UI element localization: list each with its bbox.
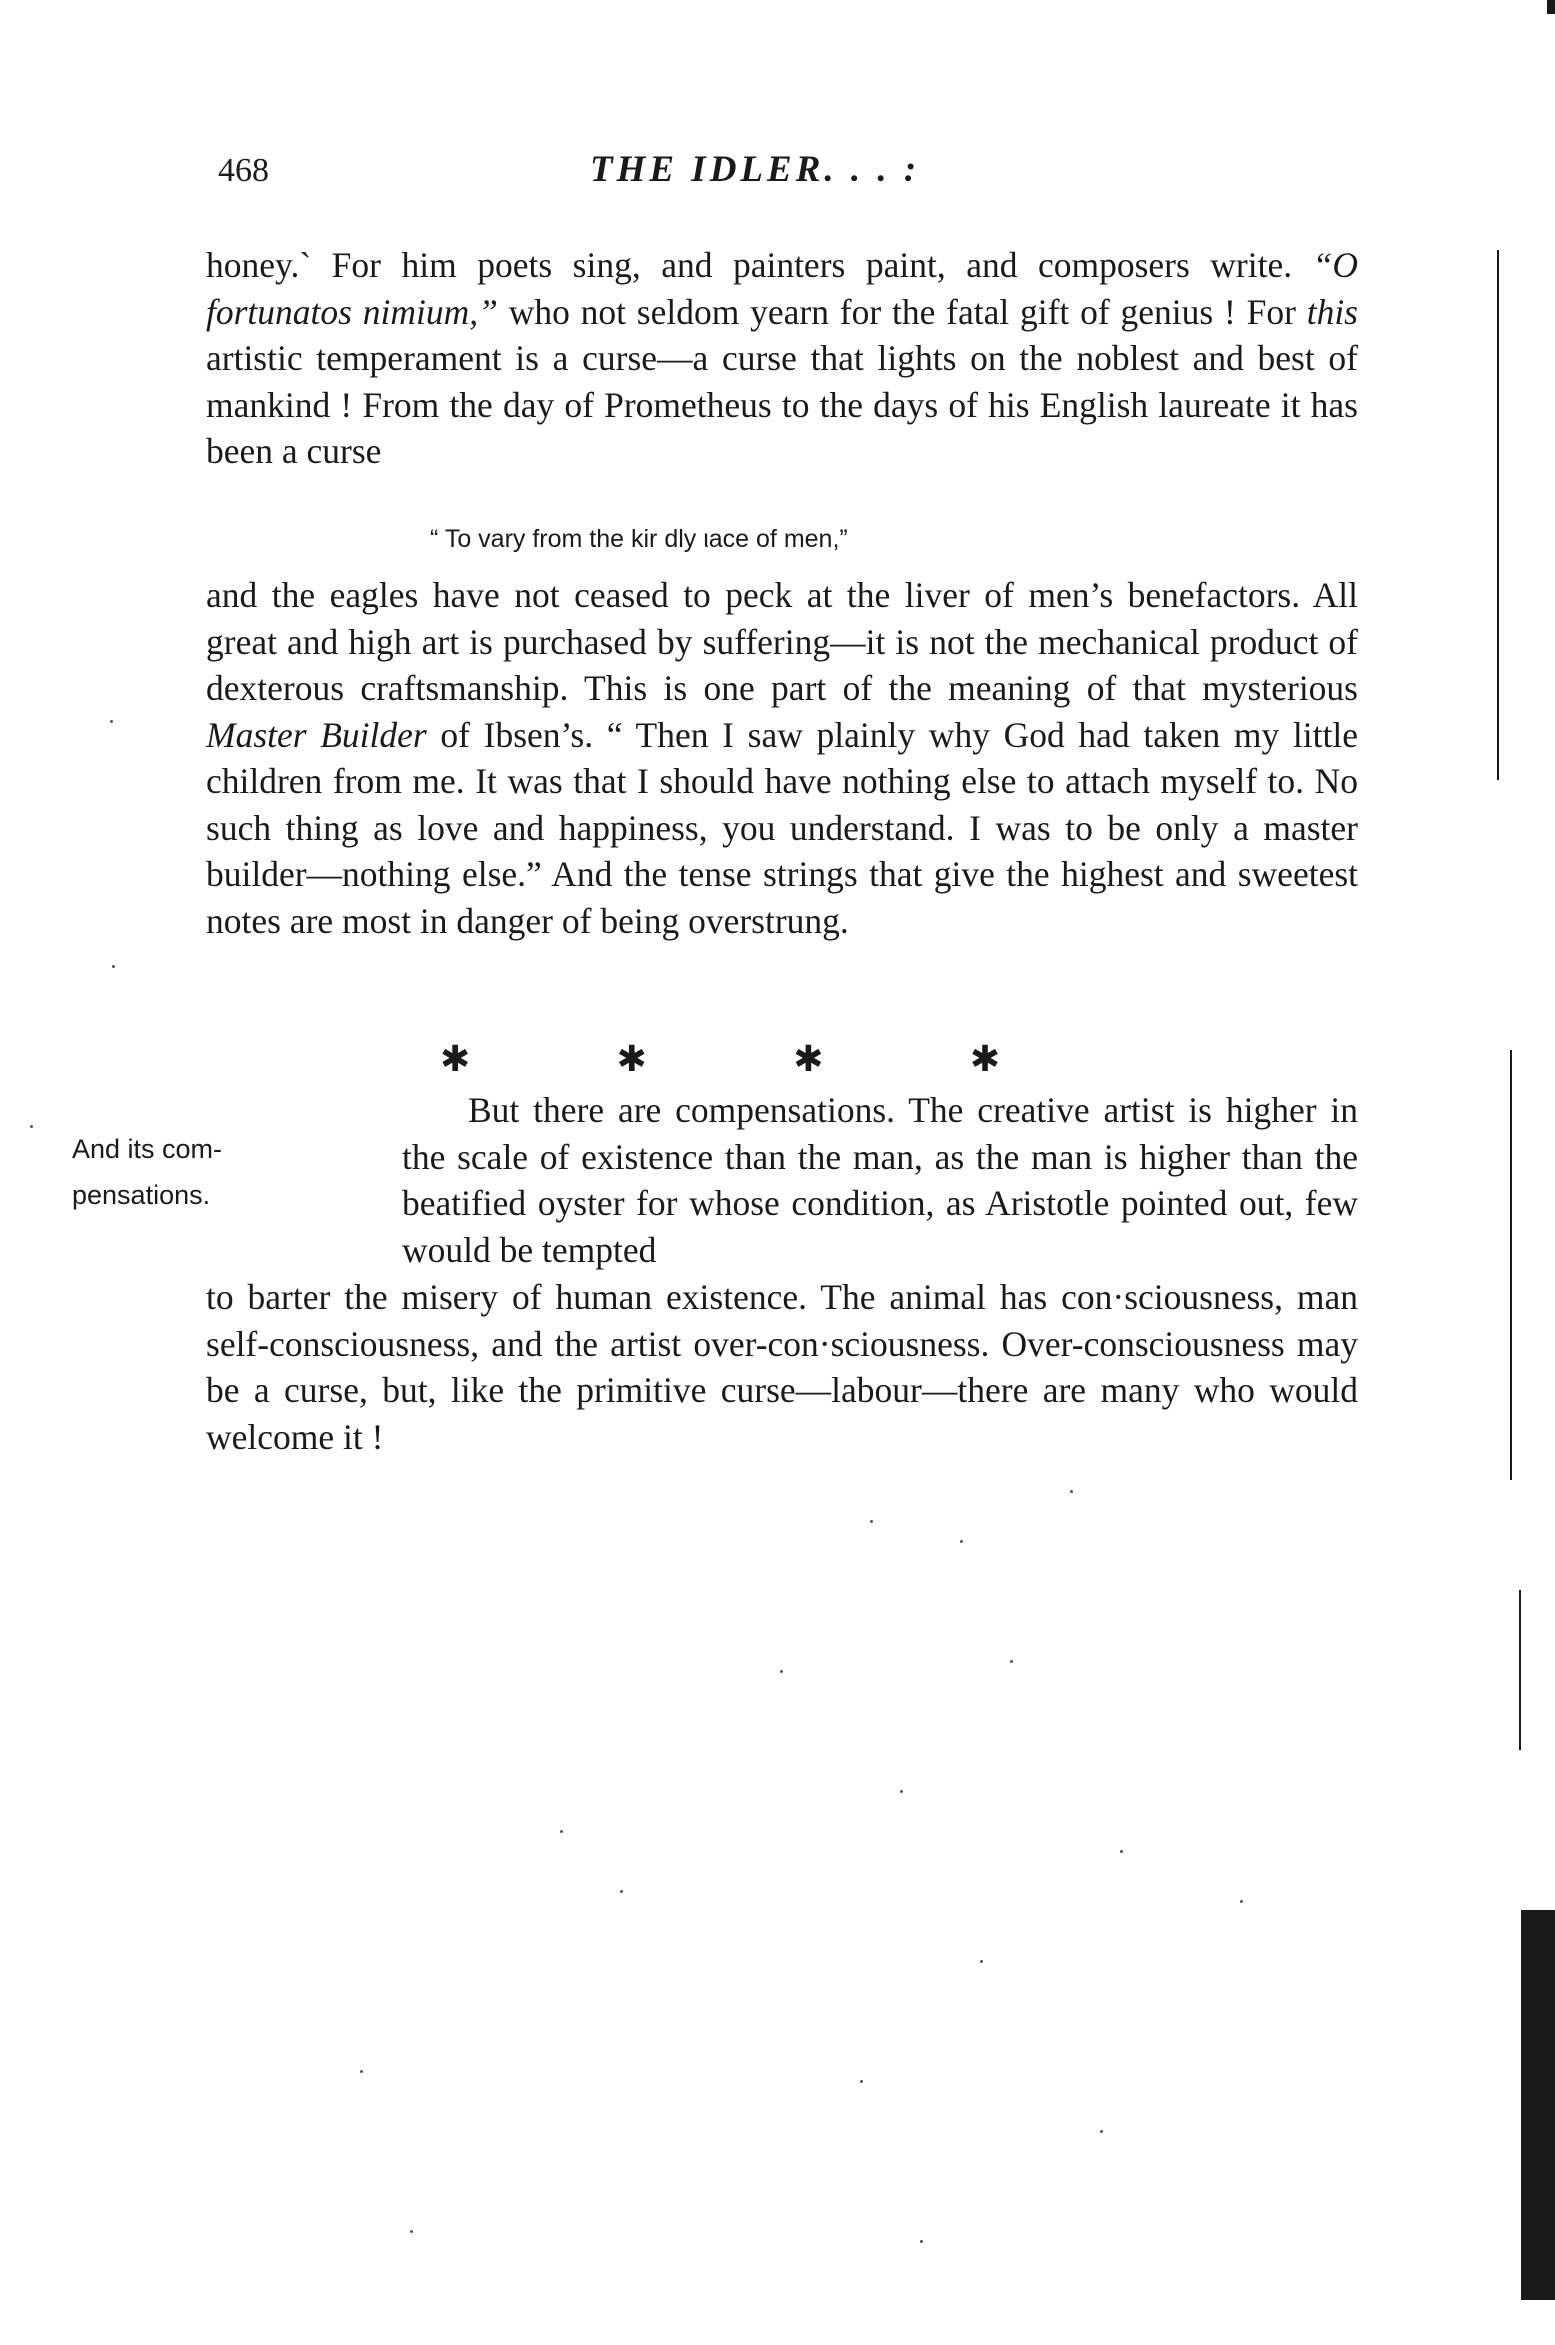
sidenote-line: pensations.: [72, 1180, 211, 1210]
paragraph-master-builder: [206, 572, 1358, 944]
scan-speck: [860, 2080, 863, 2083]
scan-edge-mark: [1547, 0, 1555, 14]
scan-edge-bar: [1521, 1910, 1555, 2300]
paragraph-genius-curse: [206, 242, 1358, 475]
text-run: who not seldom yearn for the fatal gift of genius ! For: [497, 291, 1307, 332]
text-run: and the eagles have not ceased to peck at the liver of men’s benefactors. All great and high art is purchased by suffering—it is not the mechanical product of dexterous craftsmanship. This is one part of the meaning of that mysterious: [206, 575, 1358, 708]
asterisk-icon: ✱: [793, 1039, 824, 1080]
text-run: of Ibsen’s. “ Then I saw plainly why God had taken my little children from me. It was that I should have nothing else to attach myself to. No such thing as love and happiness, you understand. I was to be only a master builder—nothing else.” And the tense strings that give the highest and sweetest notes are most in danger of being overstrung.: [206, 714, 1358, 941]
text-run: But there are compensations. The creative artist is higher in the scale of existence than the man, as the man is higher than the beatified oyster for whose condition, as Aristotle pointed out, few would be tempted: [402, 1090, 1358, 1270]
scan-speck: [112, 965, 115, 968]
scan-speck: [1070, 1490, 1073, 1493]
scan-speck: [560, 1830, 563, 1833]
scan-speck: [620, 1890, 623, 1893]
text-run-italic: “O fortunatos nimium,”: [206, 245, 1358, 332]
scan-speck: [110, 720, 113, 723]
scan-speck: [1240, 1900, 1243, 1903]
scan-speck: [900, 1790, 903, 1793]
section-break-asterisms: [440, 1040, 1000, 1080]
scan-speck: [960, 1540, 963, 1543]
paragraph-compensations-indented: [402, 1087, 1358, 1273]
scan-speck: [1120, 1850, 1123, 1853]
page-number: 468: [218, 152, 269, 189]
sidenote-line: And its com-: [72, 1134, 223, 1164]
scan-edge-line: [1497, 250, 1499, 780]
margin-sidenote: [72, 1126, 312, 1218]
running-title: THE IDLER. . . :: [590, 149, 921, 190]
scan-speck: [980, 1960, 983, 1963]
asterisk-icon: ✱: [616, 1039, 647, 1080]
scan-speck: [30, 1125, 33, 1128]
scan-speck: [1100, 2130, 1103, 2133]
quoted-verse-line: “ To vary from the kir dly ιace of men,”: [430, 525, 848, 553]
scan-speck: [410, 2230, 413, 2233]
scan-edge-line: [1510, 1050, 1512, 1480]
text-run-italic: this: [1306, 291, 1358, 332]
text-run: honey.` For him poets sing, and painters paint, and composers write.: [206, 245, 1313, 285]
page-header: [210, 140, 1360, 200]
scan-speck: [780, 1670, 783, 1673]
scan-speck: [360, 2070, 363, 2073]
scan-speck: [870, 1520, 873, 1523]
paragraph-over-consciousness: to barter the misery of human existence. The animal has con·sciousness, man self-consciousness, and the artist over-con·sciousness. Over-consciousness may be a curse, but, like the primitive curse—labour—there are many who would welcome it !: [206, 1277, 1358, 1457]
asterisk-icon: ✱: [969, 1039, 1000, 1080]
scan-edge-line: [1519, 1590, 1521, 1750]
scan-speck: [920, 2240, 923, 2243]
text-run-italic: Master Builder: [206, 714, 427, 755]
scan-speck: [1010, 1660, 1013, 1663]
text-run: artistic temperament is a curse—a curse that lights on the noblest and best of mankind ! From the day of Prometheus to the days of his English laureate it has been a curse: [206, 338, 1358, 471]
asterisk-icon: ✱: [440, 1039, 471, 1080]
